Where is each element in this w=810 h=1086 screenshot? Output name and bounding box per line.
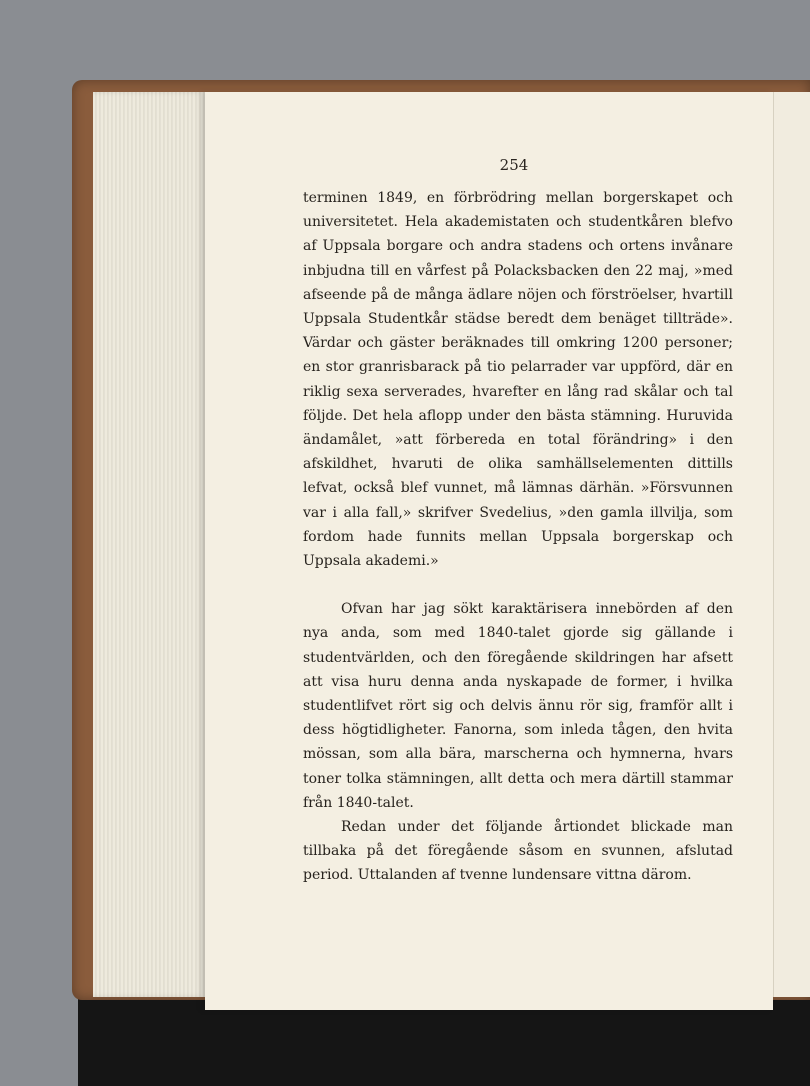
paragraph-1: terminen 1849, en förbrödring mellan borgerskapet och universitetet. Hela akademistaten och studentkåren blefvo af Uppsala borgare och andra stadens och ortens invånare inbjudna till en vårfest på Polacksbacken den 22 maj, »med afseende på de många ädlare nöjen och förströelser, hvartill Uppsala Studentkår städse beredt dem benäget tillträde». Värdar och gäster beräknades till omkring 1200 personer; en stor granrisbarack på tio pelarrader var uppförd, där en riklig sexa serverades, hvarefter en lång rad skålar och tal följde. Det hela aflopp under den bästa stämning. Huruvida ändamålet, »att förbereda en total förändring» i den afskildhet, hvaruti de olika samhällselementen dittills lefvat, också blef vunnet, må lämnas därhän. »Försvunnen var i alla fall,» skrifver Svedelius, »den gamla illvilja, som fordom hade funnits mellan Uppsala borgerskap och Uppsala akademi.» <box>303 190 733 570</box>
facing-page-edge <box>773 92 810 997</box>
book-page <box>205 92 773 1010</box>
paragraph-2: Ofvan har jag sökt karaktärisera innebörden af den nya anda, som med 1840-talet gjorde sig gällande i studentvärlden, och den föregående skildringen har afsett att visa huru denna anda nyskapade de former, i hvilka studentlifvet rört sig och delvis ännu rör sig, framför allt i dess högtidligheter. Fanorna, som inleda tågen, den hvita mössan, som alla bära, marscherna och hymnerna, hvars toner tolka stämningen, allt detta och mera därtill stammar från 1840-talet. <box>303 601 733 811</box>
page-text <box>303 186 733 888</box>
page-number: 254 <box>499 156 529 174</box>
paragraph-3: Redan under det följande årtiondet blickade man tillbaka på det föregående såsom en svunnen, afslutad period. Uttalanden af tvenne lundensare vittna därom. <box>303 819 733 884</box>
page-edges <box>93 92 205 997</box>
